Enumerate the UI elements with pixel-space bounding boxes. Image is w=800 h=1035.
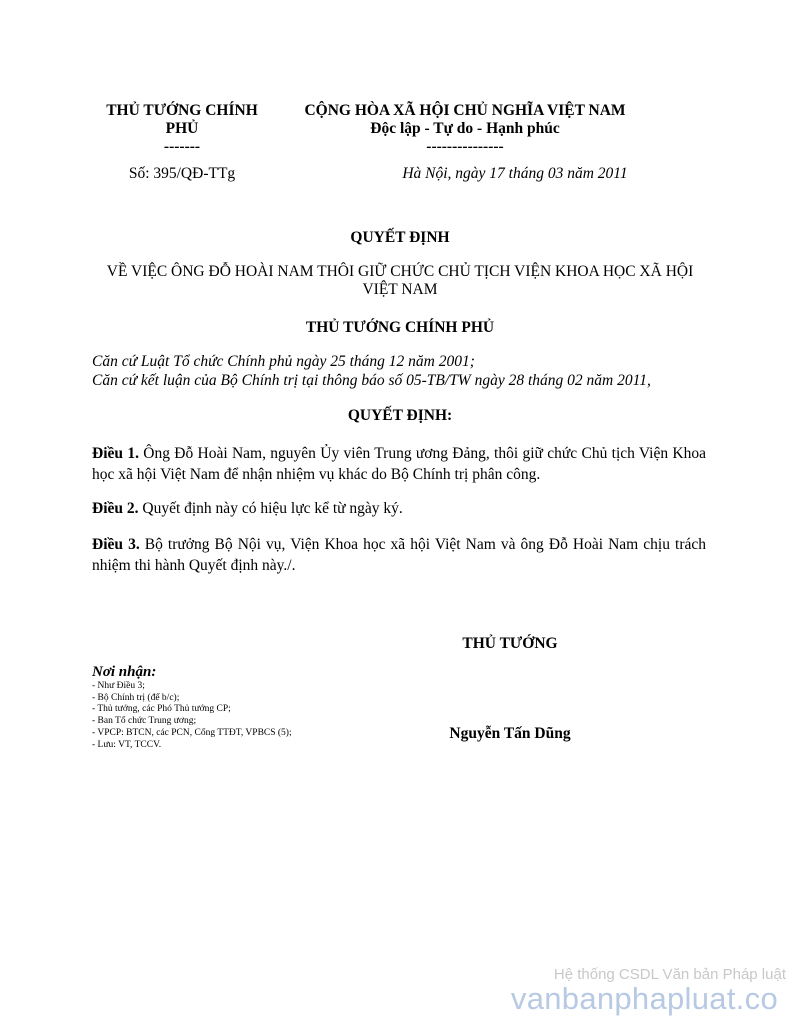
list-item: - VPCP: BTCN, các PCN, Cổng TTĐT, VPBCS (5); xyxy=(92,727,292,738)
list-item: - Ban Tổ chức Trung ương; xyxy=(92,716,197,727)
article-label: Điều 1. xyxy=(92,445,139,462)
legal-bases xyxy=(92,352,732,390)
article-text: Ông Đỗ Hoài Nam, nguyên Ủy viên Trung ương Đảng, thôi giữ chức Chủ tịch Viện Khoa học xã hội Việt Nam để nhận nhiệm vụ khác do Bộ Chính trị phân công. xyxy=(92,445,707,483)
article-3 xyxy=(92,534,706,576)
article-1 xyxy=(92,443,706,485)
list-item: - Thủ tướng, các Phó Thủ tướng CP; xyxy=(92,704,231,715)
article-2 xyxy=(92,498,706,519)
agency-line2: PHỦ xyxy=(165,120,199,137)
motto-rule: --------------- xyxy=(426,138,504,155)
watermark-caption: Hệ thống CSDL Văn bản Pháp luật xyxy=(553,966,786,983)
article-text: Bộ trưởng Bộ Nội vụ, Viện Khoa học xã hội Việt Nam và ông Đỗ Hoài Nam chịu trách nhiệm thi hành Quyết định này./. xyxy=(92,536,707,574)
list-item: - Bộ Chính trị (để b/c); xyxy=(92,692,180,703)
document-number: Số: 395/QĐ-TTg xyxy=(128,165,236,182)
recipients-block xyxy=(92,664,412,751)
legal-basis: Căn cứ kết luận của Bộ Chính trị tại thông báo số 05-TB/TW ngày 28 tháng 02 năm 2011, xyxy=(92,372,651,389)
article-label: Điều 2. xyxy=(92,500,139,517)
subject-line2: VIỆT NAM xyxy=(362,281,438,298)
list-item: - Lưu: VT, TCCV. xyxy=(92,739,162,750)
issuing-authority: THỦ TƯỚNG CHÍNH PHỦ xyxy=(305,319,495,336)
document-subject xyxy=(80,263,720,299)
recipient-list xyxy=(92,681,412,751)
legal-basis: Căn cứ Luật Tổ chức Chính phủ ngày 25 tháng 12 năm 2001; xyxy=(92,353,475,370)
document-title: QUYẾT ĐỊNH xyxy=(350,229,450,246)
watermark-site: vanbanphapluat.co xyxy=(510,981,778,1016)
signer-title: THỦ TƯỚNG xyxy=(462,635,558,652)
national-heading xyxy=(290,102,640,156)
decide-heading: QUYẾT ĐỊNH: xyxy=(347,407,453,424)
article-text: Quyết định này có hiệu lực kể từ ngày ký. xyxy=(138,500,403,517)
list-item: - Như Điều 3; xyxy=(92,681,145,691)
signer-name: Nguyễn Tấn Dũng xyxy=(449,725,571,742)
agency-rule: ------- xyxy=(163,138,201,155)
place-and-date: Hà Nội, ngày 17 tháng 03 năm 2011 xyxy=(402,165,628,182)
recipients-heading: Nơi nhận: xyxy=(92,664,157,680)
agency-line1: THỦ TƯỚNG CHÍNH xyxy=(106,102,258,119)
article-label: Điều 3. xyxy=(92,536,140,553)
national-motto: Độc lập - Tự do - Hạnh phúc xyxy=(370,120,560,137)
subject-line1: VỀ VIỆC ÔNG ĐỖ HOÀI NAM THÔI GIỮ CHỨC CHỦ TỊCH VIỆN KHOA HỌC XÃ HỘI xyxy=(106,263,694,280)
issuing-agency xyxy=(92,102,272,156)
nation-name: CỘNG HÒA XÃ HỘI CHỦ NGHĨA VIỆT NAM xyxy=(304,102,626,119)
